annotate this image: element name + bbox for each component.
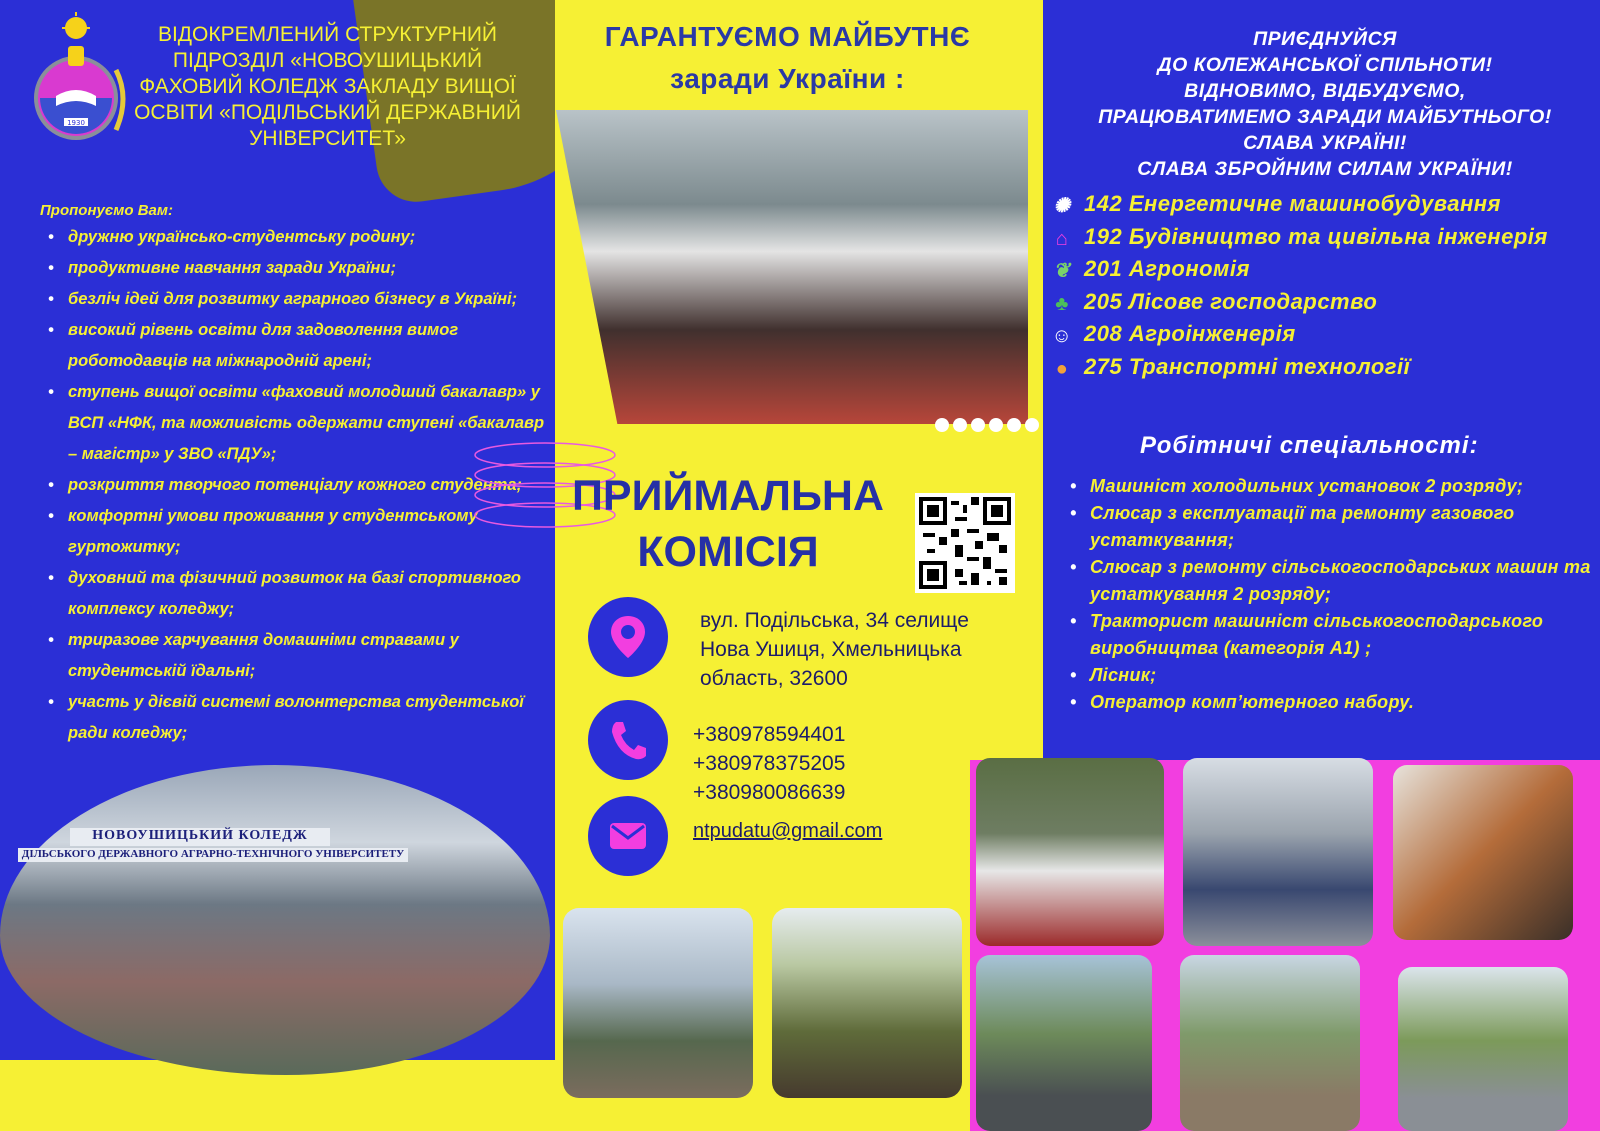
welding-photo (1393, 765, 1573, 940)
work-item: • Оператор комп’ютерного набору. (1062, 689, 1592, 716)
work-item: • Слюсар з експлуатації та ремонту газового устаткування; (1062, 500, 1592, 554)
join-line: СЛАВА ЗБРОЙНИМ СИЛАМ УКРАЇНИ! (1137, 158, 1513, 180)
offer-title: Пропонуємо Вам: (40, 202, 173, 219)
construction-icon: ⌂ (1055, 227, 1069, 250)
work-item: • Слюсар з ремонту сільськогосподарських машин та устаткування 2 розряду; (1062, 554, 1592, 608)
building-sign-title: НОВОУШИЦЬКИЙ КОЛЕДЖ (70, 828, 330, 846)
energy-icon: ✺ (1053, 195, 1071, 217)
college-name: ВІДОКРЕМЛЕНИЙ СТРУКТУРНИЙ ПІДРОЗДІЛ «НОВОУШИЦЬКИЙ ФАХОВИЙ КОЛЕДЖ ЗАКЛАДУ ВИЩОЇ ОСВІТИ «ПОДІЛЬСЬКИЙ ДЕРЖАВНИЙ УНІВЕРСИТЕТ» (134, 23, 521, 150)
guarantee-line2: заради України : (670, 63, 905, 94)
offer-item: • триразове харчування домашніми стравами у студентській їдальні; (46, 625, 556, 687)
offer-item: • високий рівень освіти для задоволення вимог роботодавців на міжнародній арені; (46, 315, 556, 377)
tree-planting-photo (772, 908, 962, 1098)
join-line: СЛАВА УКРАЇНІ! (1243, 132, 1407, 154)
offer-item: • розкриття творчого потенціалу кожного студента; (46, 470, 556, 501)
specialty-item: ❦ 201 Агрономія (1048, 253, 1598, 286)
college-logo (20, 10, 135, 150)
safety-event-photo (976, 758, 1164, 946)
engineer-icon: ☺ (1051, 325, 1073, 347)
offer-item: • духовний та фізичний розвиток на базі спортивного комплексу коледжу; (46, 563, 556, 625)
offer-item: • продуктивне навчання заради України; (46, 253, 556, 284)
address-text: вул. Подільська, 34 селище Нова Ушиця, Хмельницька область, 32600 (700, 609, 969, 690)
phone-number[interactable]: +380978594401 (693, 723, 846, 746)
phone-number[interactable]: +380978375205 (693, 752, 846, 775)
plant-icon: ❦ (1053, 260, 1071, 282)
offer-item: • ступень вищої освіти «фаховий молодший бакалавр» у ВСП «НФК, та можливість одержати ступені «бакалавр – магістр» у ЗВО «ПДУ»; (46, 377, 556, 470)
tractor-photo (976, 955, 1152, 1131)
specialties-list (1048, 188, 1598, 383)
specialty-item: ● 275 Транспортні технології (1048, 351, 1598, 384)
work-item: • Машиніст холодильних установок 2 розряду; (1062, 473, 1592, 500)
join-line: ВІДНОВИМО, ВІДБУДУЄМО, (1184, 80, 1466, 102)
guarantee-line1: ГАРАНТУЄМО МАЙБУТНЄ (604, 21, 971, 52)
offer-item: • комфортні умови проживання у студентському гуртожитку; (46, 501, 556, 563)
phone-list (693, 720, 845, 807)
phone-icon (588, 700, 668, 780)
email-link[interactable]: ntpudatu@gmail.com (693, 820, 883, 842)
building-sign-subtitle: ДІЛЬСЬКОГО ДЕРЖАВНОГО АГРАРНО-ТЕХНІЧНОГО УНІВЕРСИТЕТУ (18, 848, 408, 862)
work-item: • Тракторист машиніст сільськогосподарського виробництва (категорія А1) ; (1062, 608, 1592, 662)
offer-item: • участь у дієвій системі волонтерства студентської ради коледжу; (46, 687, 556, 749)
dots-decoration (935, 418, 1043, 437)
work-specialties-list (1062, 473, 1592, 716)
outdoor-event-photo (563, 908, 753, 1098)
transport-icon: ● (1055, 357, 1069, 380)
specialty-item: ⌂ 192 Будівництво та цивільна інженерія (1048, 221, 1598, 254)
roadside-work-photo (1180, 955, 1360, 1131)
refrigeration-group-photo (1183, 758, 1373, 946)
phone-number[interactable]: +380980086639 (693, 781, 846, 804)
tree-icon: ♣ (1055, 292, 1069, 315)
join-slogan (1050, 26, 1600, 182)
join-line: ДО КОЛЕЖАНСЬКОЇ СПІЛЬНОТИ! (1157, 54, 1493, 76)
join-line: ПРИЄДНУЙСЯ (1253, 28, 1397, 50)
location-icon (588, 597, 668, 677)
guarantee-title (555, 16, 1020, 100)
work-item: • Лісник; (1062, 662, 1592, 689)
svg-text:1930: 1930 (67, 119, 85, 127)
offer-item: • дружню українсько-студентську родину; (46, 222, 556, 253)
qr-code[interactable] (915, 493, 1015, 593)
join-line: ПРАЦЮВАТИМЕМО ЗАРАДИ МАЙБУТНЬОГО! (1098, 106, 1552, 128)
students-group-photo (556, 110, 1028, 424)
work-specialties-title: Робітничі спеціальності: (1140, 432, 1479, 459)
specialty-item: ✺ 142 Енергетичне машинобудування (1048, 188, 1598, 221)
mail-icon (588, 796, 668, 876)
specialty-item: ☺ 208 Агроінженерія (1048, 318, 1598, 351)
specialty-item: ♣ 205 Лісове господарство (1048, 286, 1598, 319)
sports-field-photo (1398, 967, 1568, 1131)
admission-title: ПРИЙМАЛЬНА КОМІСІЯ (572, 472, 884, 576)
offer-item: • безліч ідей для розвитку аграрного бізнесу в Україні; (46, 284, 556, 315)
